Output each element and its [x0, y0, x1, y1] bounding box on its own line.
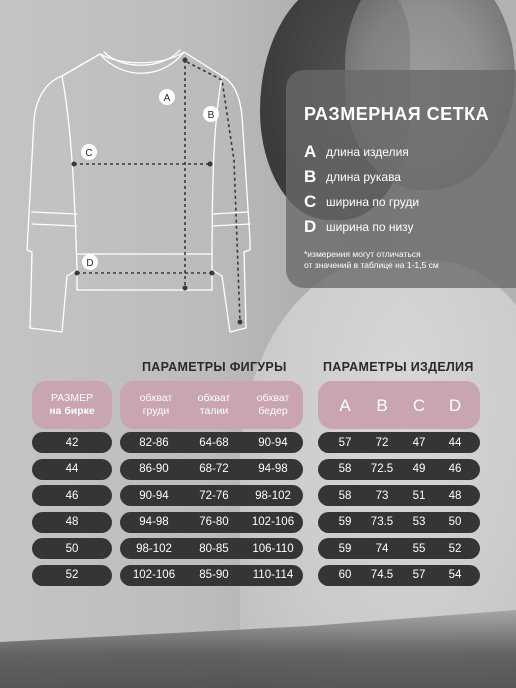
note-line-2: от значений в таблице на 1-1,5 см — [304, 260, 439, 270]
c-cell: 51 — [412, 489, 426, 502]
d-cell: 48 — [448, 489, 462, 502]
waist-cell: 72-76 — [199, 489, 229, 502]
chest-cell: 102-106 — [132, 569, 176, 581]
size-cell: 44 — [65, 463, 79, 475]
svg-text:C: C — [85, 148, 93, 159]
chest-cell: 94-98 — [139, 516, 169, 528]
marker-a — [159, 89, 175, 105]
c-cell: 47 — [412, 436, 426, 449]
hips-cell: 110-114 — [252, 569, 294, 581]
c-cell: 57 — [412, 569, 426, 581]
d-cell: 50 — [448, 516, 462, 528]
sweater-measurement-diagram — [22, 40, 272, 340]
measure-line-b — [187, 62, 240, 322]
waist-column-header: обхват талии — [197, 392, 231, 417]
a-cell: 58 — [338, 463, 352, 475]
b-cell: 72.5 — [370, 463, 394, 475]
b-cell: 74.5 — [370, 569, 394, 581]
size-cell: 46 — [65, 489, 79, 502]
d-column-header: D — [448, 395, 462, 415]
d-cell: 46 — [448, 463, 462, 475]
a-cell: 58 — [338, 489, 352, 502]
a-cell: 59 — [338, 516, 352, 528]
waist-cell: 64-68 — [199, 436, 229, 449]
b-cell: 74 — [375, 542, 389, 555]
size-chart-info-panel — [286, 70, 516, 288]
b-cell: 73 — [375, 489, 389, 502]
size-cell: 50 — [65, 542, 79, 555]
legend-text: ширина по низу — [326, 219, 414, 234]
legend-row-a — [304, 139, 516, 164]
a-cell: 60 — [338, 569, 352, 581]
waist-cell: 68-72 — [199, 463, 229, 475]
legend-letter: A — [304, 141, 317, 161]
c-cell: 49 — [412, 463, 426, 475]
hips-cell: 106-110 — [252, 542, 294, 555]
c-cell: 53 — [412, 516, 426, 528]
a-column-header: A — [339, 395, 351, 415]
legend-row-c — [304, 189, 516, 214]
d-cell: 52 — [448, 542, 462, 555]
legend-text: длина изделия — [326, 144, 409, 159]
marker-c — [81, 144, 97, 160]
hips-cell: 90-94 — [258, 436, 288, 449]
hips-cell: 94-98 — [258, 463, 288, 475]
a-cell: 59 — [338, 542, 352, 555]
chest-cell: 82-86 — [139, 436, 169, 449]
legend-letter: D — [304, 216, 317, 236]
product-params-header: ПАРАМЕТРЫ ИЗДЕЛИЯ — [323, 360, 474, 374]
legend-row-b — [304, 164, 516, 189]
legend-row-d — [304, 214, 516, 239]
svg-text:D: D — [86, 258, 94, 269]
c-column-header: C — [412, 395, 426, 415]
c-cell: 55 — [412, 542, 426, 555]
a-cell: 57 — [338, 436, 352, 449]
legend-letter: B — [304, 166, 317, 186]
chest-cell: 90-94 — [139, 489, 169, 502]
d-cell: 54 — [448, 569, 462, 581]
size-column-header: РАЗМЕР на бирке — [49, 392, 95, 417]
legend-letter: C — [304, 191, 317, 211]
size-cell: 42 — [65, 436, 79, 449]
note-line-1: *измерения могут отличаться — [304, 249, 421, 259]
hips-cell: 98-102 — [255, 489, 291, 502]
figure-params-header: ПАРАМЕТРЫ ФИГУРЫ — [142, 360, 287, 374]
waist-cell: 76-80 — [199, 516, 229, 528]
hips-cell: 102-106 — [251, 516, 295, 528]
info-title: РАЗМЕРНАЯ СЕТКА — [304, 104, 490, 124]
b-cell: 72 — [375, 436, 389, 449]
marker-d — [82, 254, 98, 270]
svg-text:A: A — [163, 93, 171, 104]
b-column-header: B — [376, 395, 388, 415]
d-cell: 44 — [448, 436, 462, 449]
hips-column-header: обхват бедер — [256, 392, 290, 417]
legend-text: ширина по груди — [326, 194, 420, 209]
svg-text:B: B — [207, 110, 215, 121]
size-cell: 52 — [65, 569, 79, 581]
chest-column-header: обхват груди — [139, 392, 173, 417]
sweater-outline — [27, 52, 250, 332]
chest-cell: 86-90 — [139, 463, 169, 475]
legend-text: длина рукава — [326, 169, 401, 184]
measurement-note — [304, 249, 516, 271]
chest-cell: 98-102 — [136, 542, 172, 555]
b-cell: 73.5 — [370, 516, 394, 528]
size-cell: 48 — [65, 516, 79, 528]
marker-b — [203, 106, 219, 122]
waist-cell: 85-90 — [199, 569, 229, 581]
waist-cell: 80-85 — [199, 542, 229, 555]
